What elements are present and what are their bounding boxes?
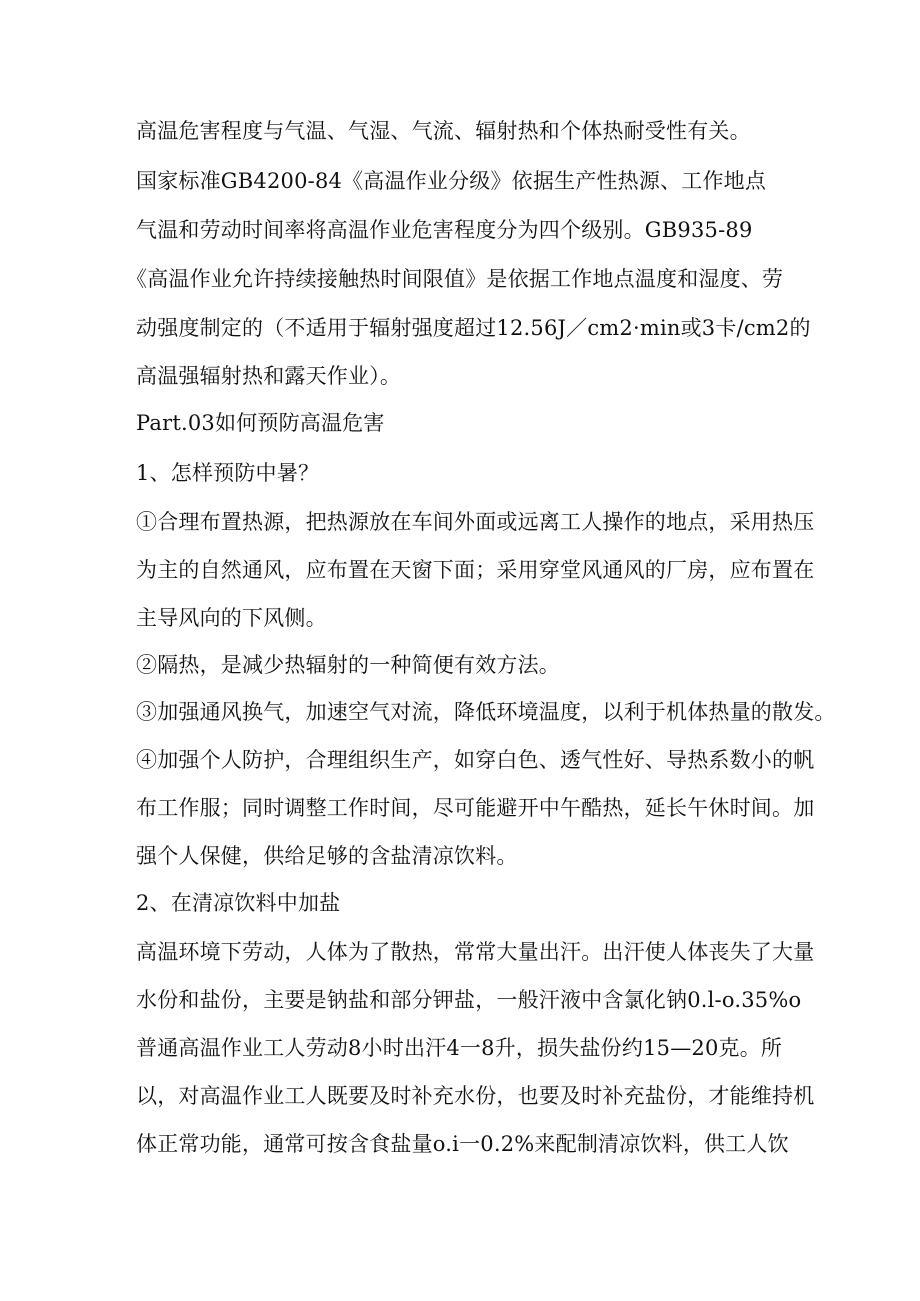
text-line-16: 强个人保健，供给足够的含盐清凉饮料。: [136, 844, 518, 868]
text-line-4: 《高温作业允许持续接触热时间限值》是依据工作地点温度和湿度、劳: [126, 267, 784, 291]
text-line-20: 普通高温作业工人劳动8小时出汗4一8升，损失盐份约15—20克。所: [136, 1036, 783, 1060]
subheading-2: 2、在清凉饮料中加盐: [136, 891, 341, 915]
text-line-15: 布工作服；同时调整工作时间，尽可能避开中午酷热，延长午休时间。加: [136, 796, 815, 820]
text-line-6: 高温强辐射热和露天作业）。: [136, 364, 402, 388]
text-line-5: 动强度制定的（不适用于辐射强度超过12.56J／cm2·min或3卡/cm2的: [136, 316, 811, 340]
text-line-21: 以，对高温作业工人既要及时补充水份，也要及时补充盐份，才能维持机: [136, 1084, 815, 1108]
text-line-9: ①合理布置热源，把热源放在车间外面或远离工人操作的地点，采用热压: [136, 510, 815, 534]
text-line-22: 体正常功能，通常可按含食盐量o.i一0.2%来配制清凉饮料，供工人饮: [136, 1132, 789, 1156]
text-line-11: 主导风向的下风侧。: [136, 606, 327, 630]
text-line-14: ④加强个人防护，合理组织生产，如穿白色、透气性好、导热系数小的帆: [136, 748, 815, 772]
section-heading: Part.03如何预防高温危害: [136, 411, 385, 435]
text-line-1: 高温危害程度与气温、气湿、气流、辐射热和个体热耐受性有关。: [136, 119, 751, 143]
subheading-1: 1、怎样预防中暑？: [136, 461, 320, 485]
text-line-12: ②隔热，是减少热辐射的一种简便有效方法。: [136, 653, 560, 677]
text-line-3: 气温和劳动时间率将高温作业危害程度分为四个级别。GB935-89: [136, 218, 753, 242]
text-line-2: 国家标准GB4200-84《高温作业分级》依据生产性热源、工作地点: [136, 169, 767, 193]
text-line-19: 水份和盐份，主要是钠盐和部分钾盐，一般汗液中含氯化钠0.l-o.35%o: [136, 988, 802, 1012]
text-line-10: 为主的自然通风，应布置在天窗下面；采用穿堂风通风的厂房，应布置在: [136, 558, 815, 582]
text-line-18: 高温环境下劳动，人体为了散热，常常大量出汗。出汗使人体丧失了大量: [136, 940, 815, 964]
text-line-13: ③加强通风换气，加速空气对流，降低环境温度，以利于机体热量的散发。: [136, 700, 836, 724]
